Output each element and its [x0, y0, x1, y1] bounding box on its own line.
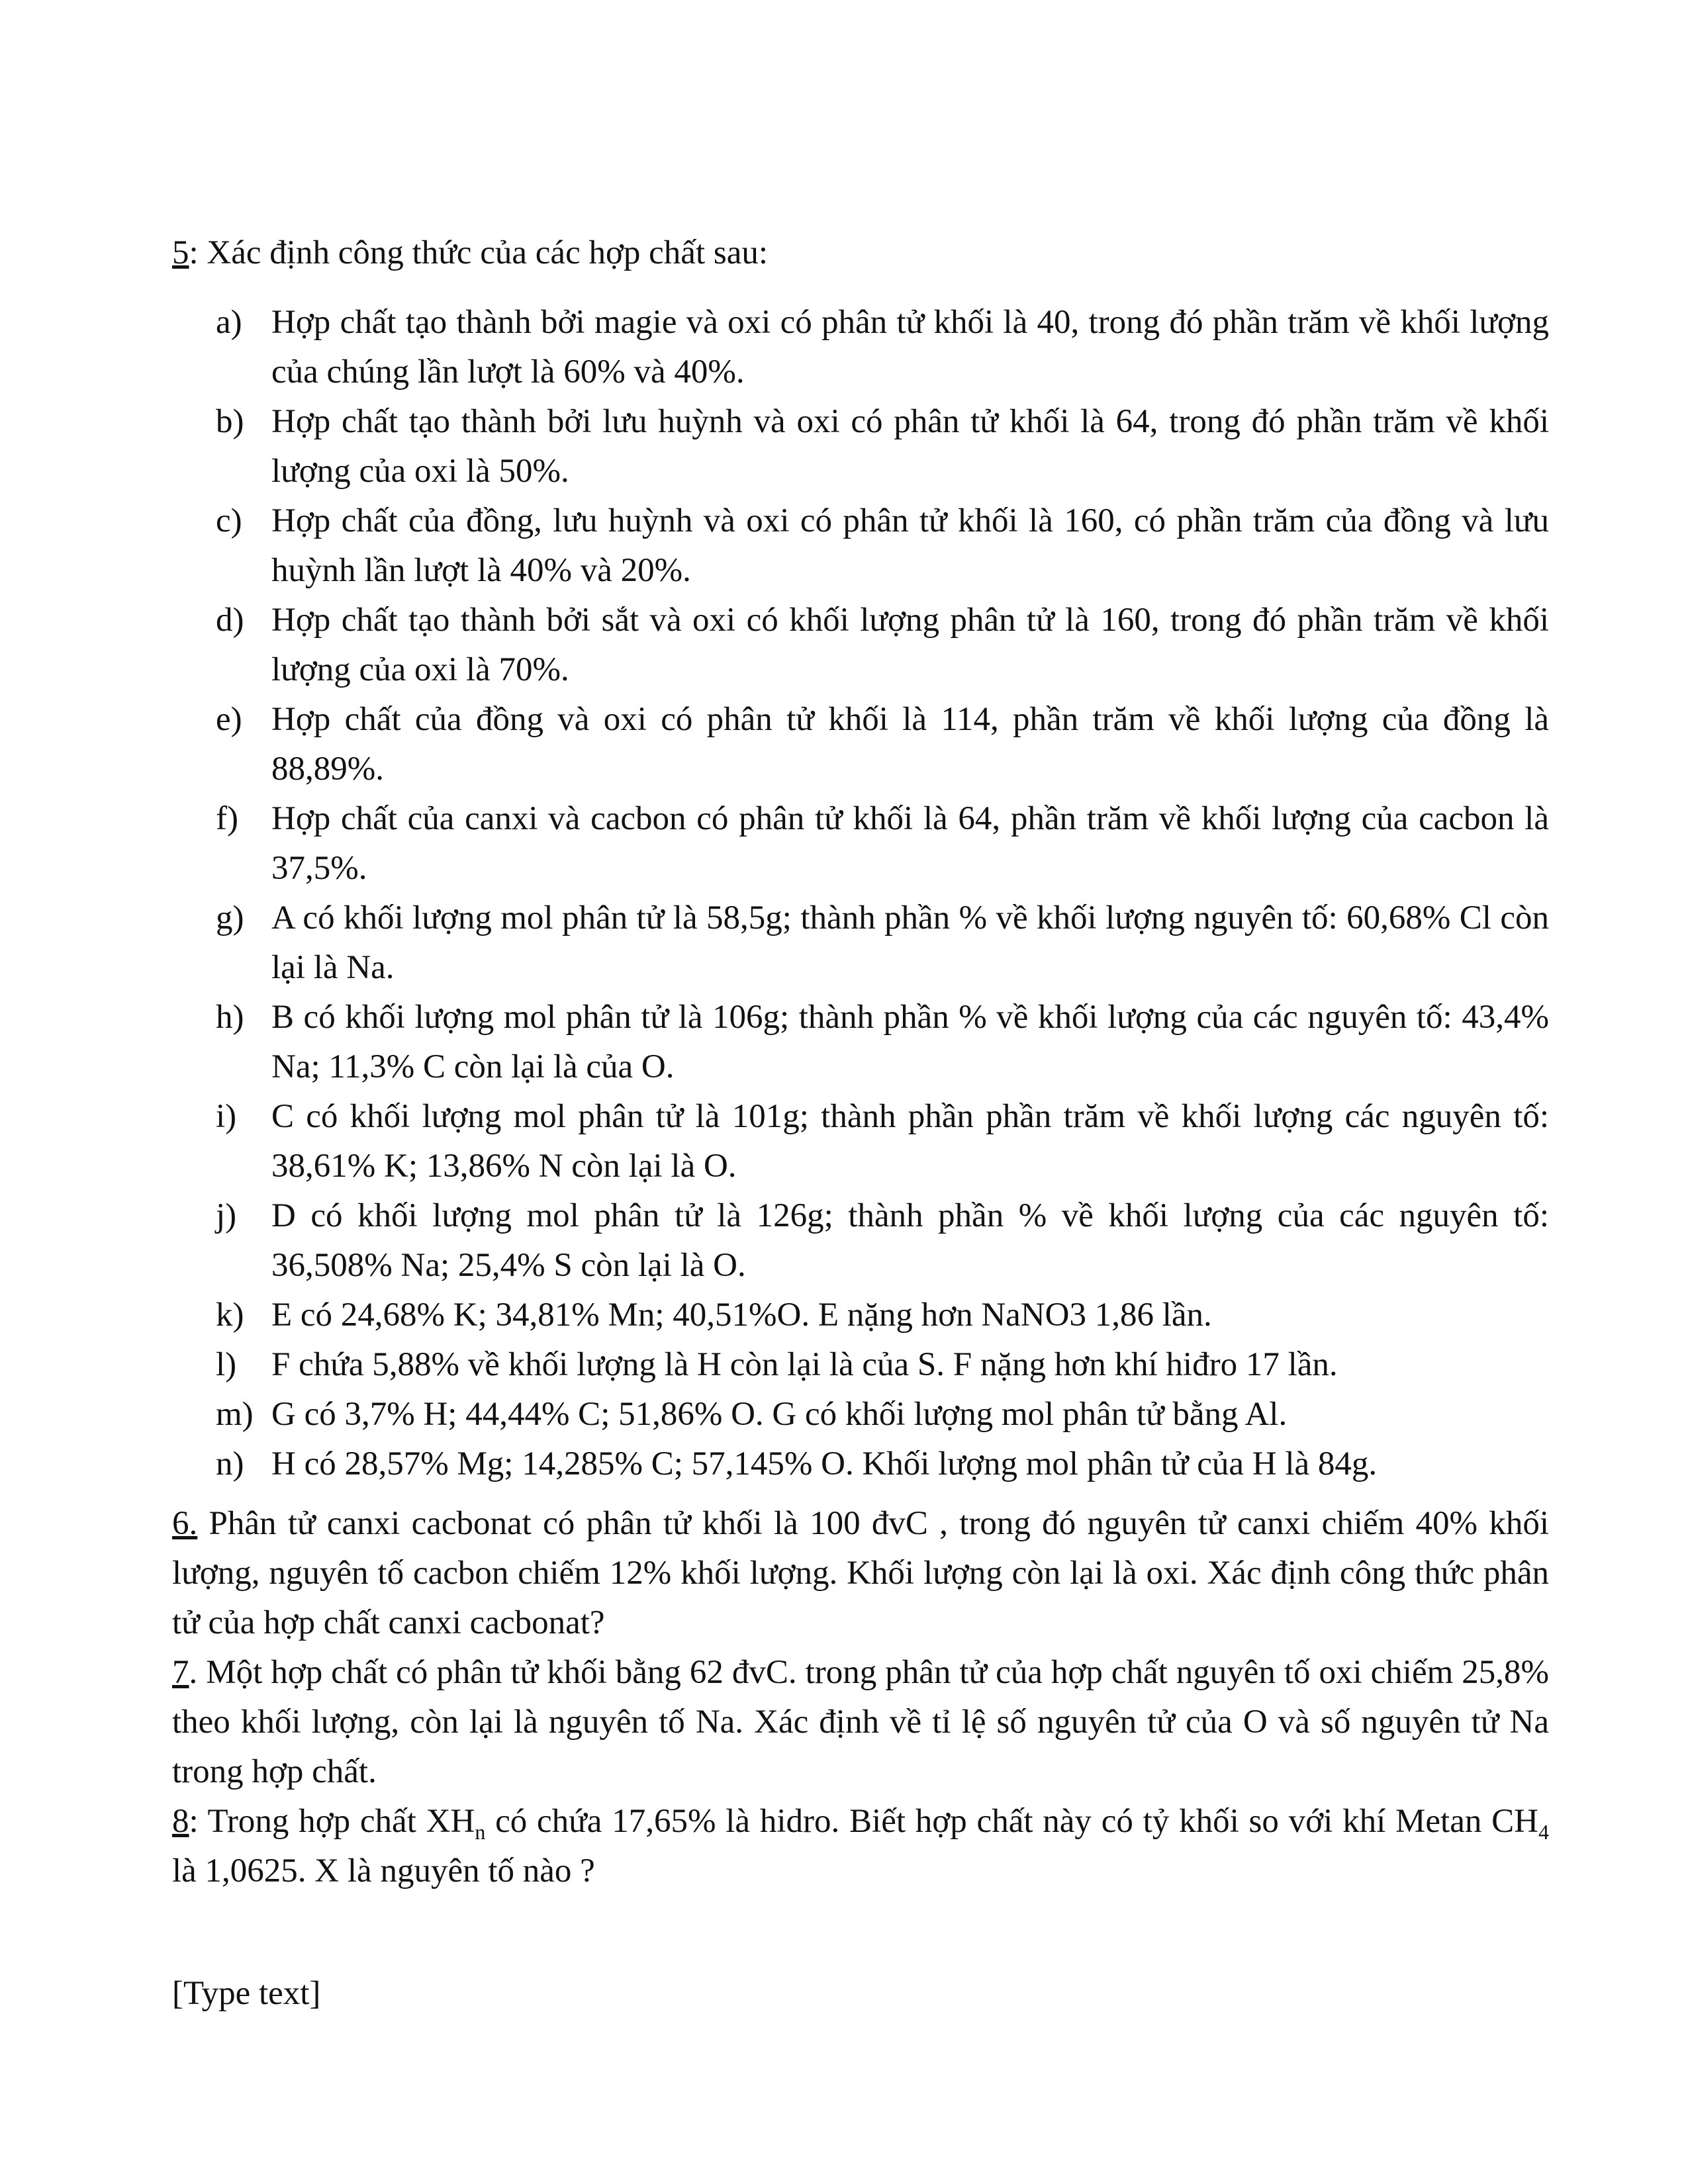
- list-item: [172, 1439, 1549, 1489]
- list-item: [172, 397, 1549, 496]
- list-item: [172, 1092, 1549, 1191]
- item-text: E có 24,68% K; 34,81% Mn; 40,51%O. E nặng hơn NaNO3 1,86 lần.: [271, 1297, 1212, 1334]
- question-8-number: 8: [172, 1803, 189, 1840]
- item-text: Hợp chất của canxi và cacbon có phân tử khối là 64, phần trăm về khối lượng của cacbon là 37,5%.: [271, 800, 1549, 887]
- item-label: j): [216, 1197, 237, 1234]
- list-item: [172, 596, 1549, 695]
- footer-placeholder[interactable]: [Type text]: [172, 1975, 321, 2012]
- item-label: e): [216, 701, 242, 738]
- item-text: H có 28,57% Mg; 14,285% C; 57,145% O. Khối lượng mol phân tử của H là 84g.: [271, 1445, 1378, 1482]
- list-item: [172, 298, 1549, 397]
- item-label: b): [216, 403, 244, 440]
- item-label: l): [216, 1346, 237, 1383]
- list-item: [172, 794, 1549, 893]
- question-6: [172, 1499, 1549, 1648]
- item-label: n): [216, 1445, 244, 1482]
- item-label: c): [216, 502, 242, 539]
- item-label: g): [216, 899, 244, 936]
- question-8-subscript-4: 4: [1538, 1820, 1549, 1844]
- question-8-text-3: là 1,0625. X là nguyên tố nào ?: [172, 1852, 595, 1889]
- question-6-text: Phân tử canxi cacbonat có phân tử khối là 100 đvC , trong đó nguyên tử canxi chiếm 40% khối lượng, nguyên tố cacbon chiếm 12% khối lượng. Khối lượng còn lại là oxi. Xác định công thức phân tử của hợp chất canxi cacbonat?: [172, 1505, 1549, 1641]
- question-7-text: . Một hợp chất có phân tử khối bằng 62 đvC. trong phân tử của hợp chất nguyên tố oxi chiếm 25,8% theo khối lượng, còn lại là nguyên tố Na. Xác định về tỉ lệ số nguyên tử của O và số nguyên tử Na trong hợp chất.: [172, 1654, 1549, 1790]
- list-item: [172, 695, 1549, 794]
- question-6-number: 6.: [172, 1505, 198, 1542]
- question-5-title: : Xác định công thức của các hợp chất sau:: [189, 234, 769, 271]
- list-item: [172, 1291, 1549, 1340]
- item-text: Hợp chất tạo thành bởi sắt và oxi có khối lượng phân tử là 160, trong đó phần trăm về khối lượng của oxi là 70%.: [271, 602, 1549, 688]
- item-text: D có khối lượng mol phân tử là 126g; thành phần % về khối lượng của các nguyên tố: 36,508% Na; 25,4% S còn lại là O.: [271, 1197, 1549, 1284]
- question-8-text-2: có chứa 17,65% là hidro. Biết hợp chất này có tỷ khối so với khí Metan CH: [485, 1803, 1538, 1840]
- question-7-number: 7: [172, 1654, 189, 1691]
- list-item: [172, 1390, 1549, 1439]
- item-text: F chứa 5,88% về khối lượng là H còn lại là của S. F nặng hơn khí hiđro 17 lần.: [271, 1346, 1338, 1383]
- item-text: Hợp chất tạo thành bởi lưu huỳnh và oxi có phân tử khối là 64, trong đó phần trăm về khối lượng của oxi là 50%.: [271, 403, 1549, 490]
- question-5-list: [172, 298, 1549, 1489]
- item-text: C có khối lượng mol phân tử là 101g; thành phần phần trăm về khối lượng các nguyên tố: 38,61% K; 13,86% N còn lại là O.: [271, 1098, 1549, 1185]
- item-text: Hợp chất của đồng và oxi có phân tử khối là 114, phần trăm về khối lượng của đồng là 88,89%.: [271, 701, 1549, 788]
- item-label: f): [216, 800, 238, 837]
- item-label: d): [216, 602, 244, 639]
- item-label: m): [216, 1396, 254, 1433]
- question-7: [172, 1648, 1549, 1797]
- list-item: [172, 496, 1549, 596]
- question-5-heading: [172, 228, 1549, 278]
- item-text: B có khối lượng mol phân tử là 106g; thành phần % về khối lượng của các nguyên tố: 43,4% Na; 11,3% C còn lại là của O.: [271, 999, 1549, 1085]
- list-item: [172, 1191, 1549, 1291]
- question-5-number: 5: [172, 234, 189, 271]
- question-8-subscript-n: n: [475, 1820, 486, 1844]
- list-item: [172, 993, 1549, 1092]
- item-text: A có khối lượng mol phân tử là 58,5g; thành phần % về khối lượng nguyên tố: 60,68% Cl còn lại là Na.: [271, 899, 1549, 986]
- question-8-text-1: : Trong hợp chất XH: [189, 1803, 475, 1840]
- list-item: [172, 1340, 1549, 1390]
- item-text: G có 3,7% H; 44,44% C; 51,86% O. G có khối lượng mol phân tử bằng Al.: [271, 1396, 1288, 1433]
- item-label: k): [216, 1297, 244, 1334]
- item-text: Hợp chất tạo thành bởi magie và oxi có phân tử khối là 40, trong đó phần trăm về khối lượng của chúng lần lượt là 60% và 40%.: [271, 304, 1549, 390]
- question-8: [172, 1797, 1549, 1896]
- item-label: i): [216, 1098, 237, 1135]
- list-item: [172, 893, 1549, 993]
- item-label: a): [216, 304, 242, 341]
- item-label: h): [216, 999, 244, 1036]
- item-text: Hợp chất của đồng, lưu huỳnh và oxi có phân tử khối là 160, có phần trăm của đồng và lưu huỳnh lần lượt là 40% và 20%.: [271, 502, 1549, 589]
